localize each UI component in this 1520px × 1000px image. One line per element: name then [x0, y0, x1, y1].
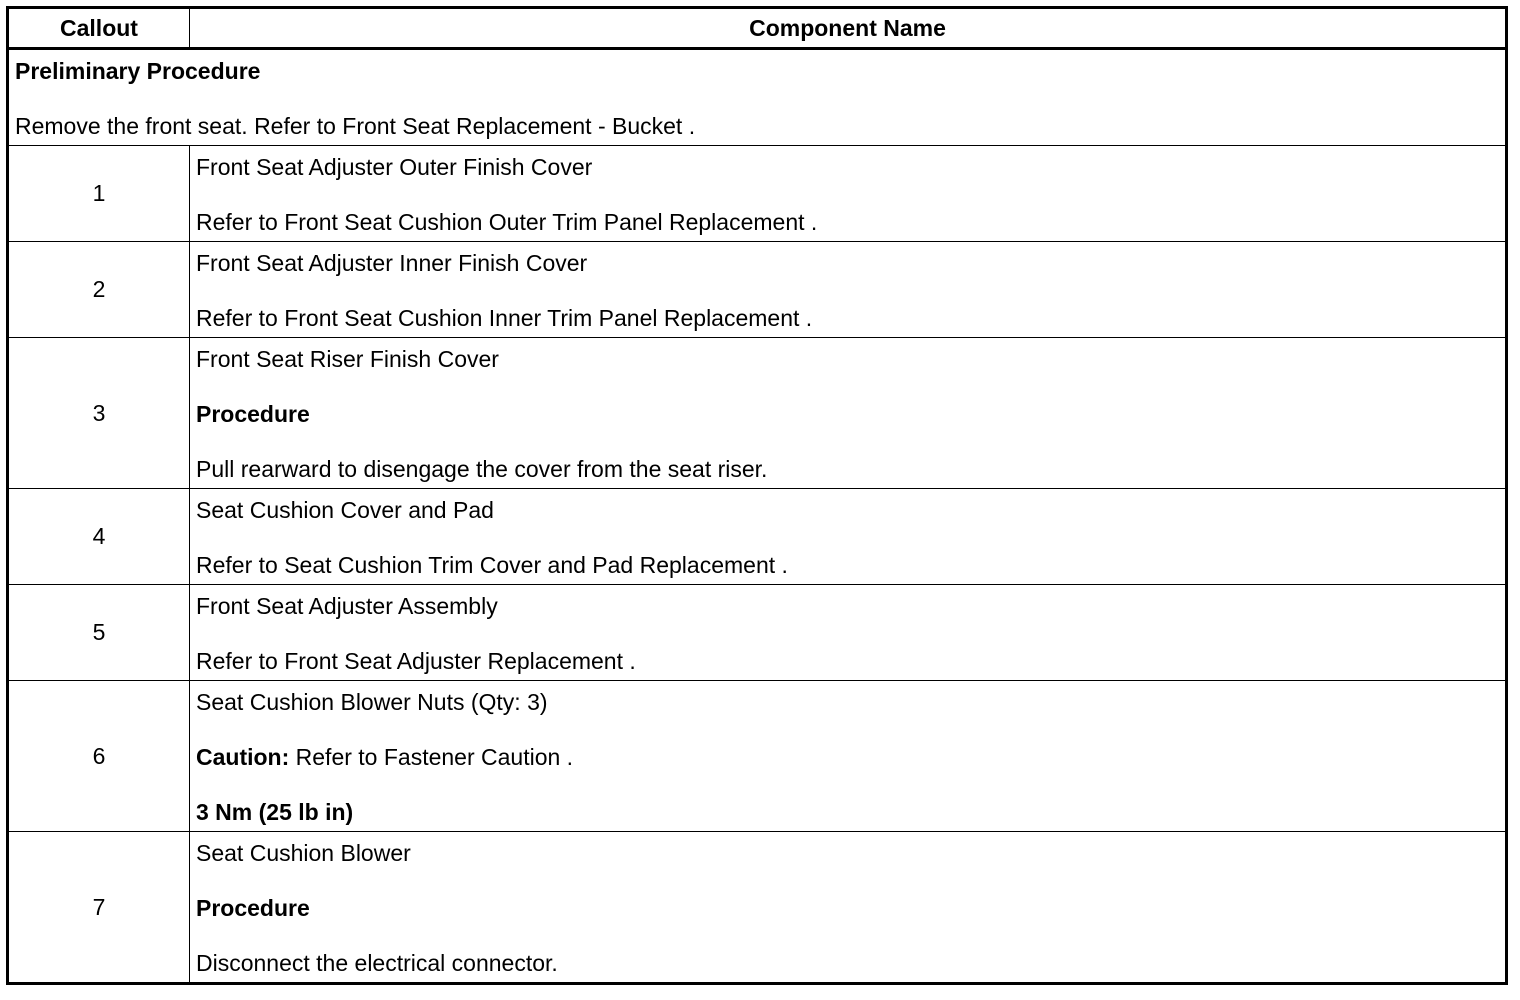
component-cell — [190, 338, 1507, 489]
component-cell — [190, 832, 1507, 984]
component-note: Disconnect the electrical connector. — [196, 950, 558, 976]
component-note: Refer to Front Seat Cushion Outer Trim Panel Replacement . — [196, 209, 818, 235]
component-note: Refer to Seat Cushion Trim Cover and Pad Replacement . — [196, 552, 788, 578]
table-row — [8, 489, 1507, 585]
table-row — [8, 146, 1507, 242]
component-name-header: Component Name — [190, 8, 1507, 49]
callout-number: 2 — [8, 242, 190, 338]
preliminary-text: Remove the front seat. Refer to Front Seat Replacement - Bucket . — [15, 113, 696, 139]
preliminary-row — [8, 49, 1507, 146]
caution-label: Caution: — [196, 744, 290, 770]
callout-header: Callout — [8, 8, 190, 49]
component-name: Front Seat Adjuster Inner Finish Cover — [196, 250, 588, 276]
component-cell — [190, 585, 1507, 681]
component-cell — [190, 242, 1507, 338]
table-row — [8, 338, 1507, 489]
callout-number: 7 — [8, 832, 190, 984]
component-note: Pull rearward to disengage the cover from the seat riser. — [196, 456, 768, 482]
callout-number: 5 — [8, 585, 190, 681]
procedure-label: Procedure — [196, 401, 310, 427]
callout-number: 3 — [8, 338, 190, 489]
table-row — [8, 832, 1507, 984]
component-name: Seat Cushion Cover and Pad — [196, 497, 494, 523]
procedure-label: Procedure — [196, 895, 310, 921]
component-name: Seat Cushion Blower — [196, 840, 411, 866]
component-cell — [190, 681, 1507, 832]
component-name: Front Seat Adjuster Outer Finish Cover — [196, 154, 593, 180]
torque-spec: 3 Nm (25 lb in) — [196, 799, 354, 825]
component-note: Refer to Front Seat Cushion Inner Trim Panel Replacement . — [196, 305, 813, 331]
callout-number: 1 — [8, 146, 190, 242]
component-cell — [190, 146, 1507, 242]
component-table — [6, 6, 1508, 985]
table-row — [8, 585, 1507, 681]
table-row — [8, 242, 1507, 338]
preliminary-cell — [8, 49, 1507, 146]
header-row — [8, 8, 1507, 49]
component-cell — [190, 489, 1507, 585]
callout-number: 6 — [8, 681, 190, 832]
callout-number: 4 — [8, 489, 190, 585]
caution-text: Refer to Fastener Caution . — [289, 744, 574, 770]
component-name: Front Seat Riser Finish Cover — [196, 346, 499, 372]
preliminary-title: Preliminary Procedure — [15, 58, 261, 84]
component-name: Front Seat Adjuster Assembly — [196, 593, 498, 619]
component-note: Refer to Front Seat Adjuster Replacement . — [196, 648, 636, 674]
table-row — [8, 681, 1507, 832]
caution-line — [196, 744, 1499, 771]
component-name: Seat Cushion Blower Nuts (Qty: 3) — [196, 689, 548, 715]
